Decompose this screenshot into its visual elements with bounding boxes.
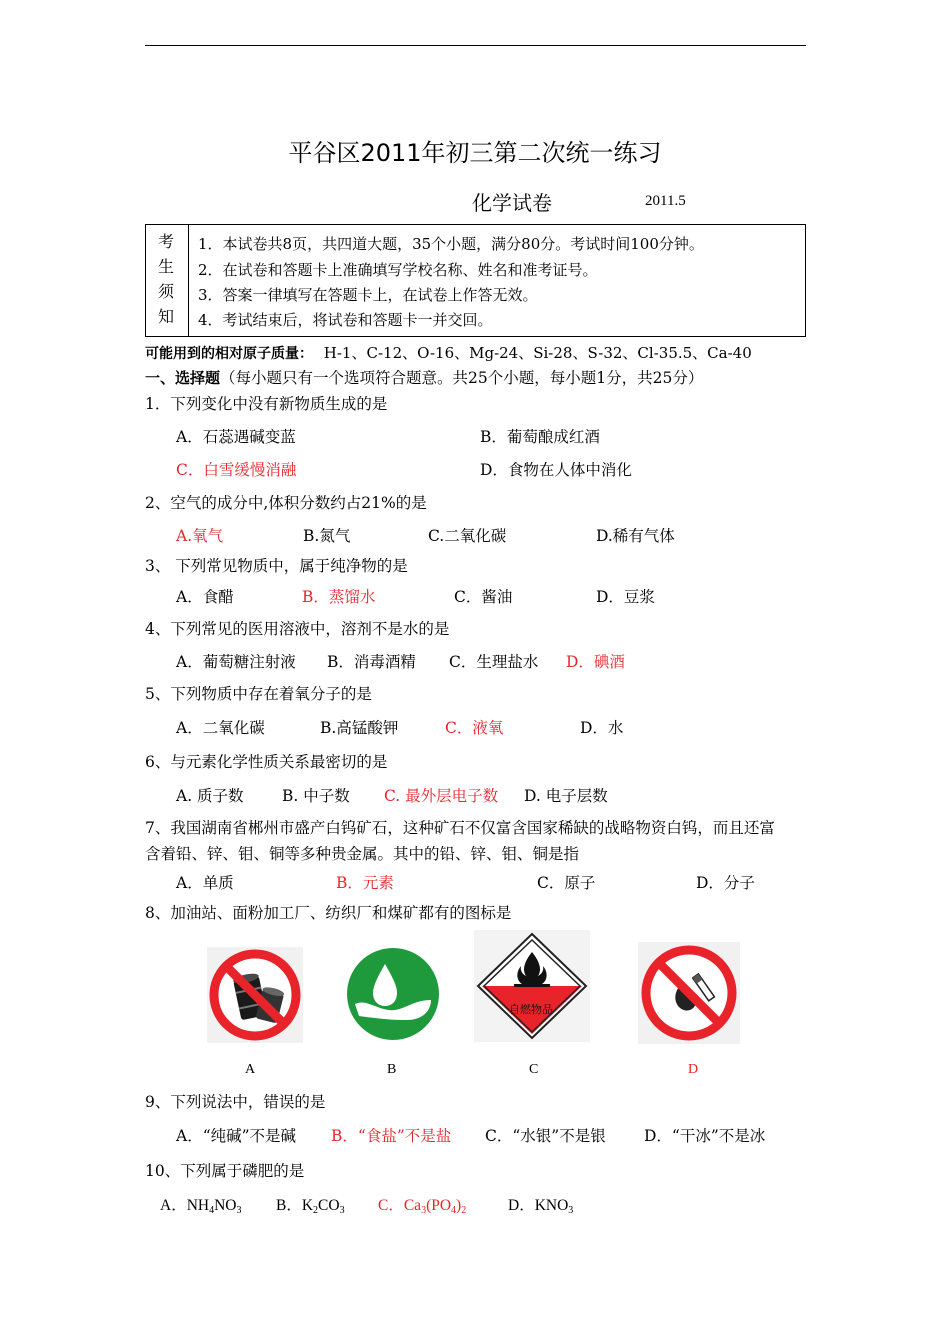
question-7-option-a: A．单质 (176, 874, 234, 892)
atomic-mass-line (145, 342, 752, 363)
notice-label-char: 须 (158, 282, 175, 301)
question-5-option-b: B.高锰酸钾 (320, 719, 399, 737)
no-oil-drum-sign-icon (207, 947, 303, 1043)
question-6-option-d: D. 电子层数 (524, 787, 608, 805)
question-3-stem: 3、 下列常见物质中，属于纯净物的是 (145, 557, 408, 575)
notice-label-char: 知 (158, 307, 175, 326)
question-7-stem-line-1: 7、我国湖南省郴州市盛产白钨矿石，这种矿石不仅富含国家稀缺的战略物资白钨，而且还富 (145, 819, 775, 837)
question-1-option-c: C．白雪缓慢消融 (176, 461, 297, 479)
question-1-option-a: A．石蕊遇碱变蓝 (176, 428, 296, 446)
question-3-option-a: A．食醋 (176, 588, 234, 606)
question-3-option-d: D．豆浆 (596, 588, 655, 606)
notice-label-char: 生 (158, 257, 175, 276)
question-10-option-d: D．$KNO_3$ (508, 1197, 574, 1216)
question-7-option-d: D．分子 (696, 874, 755, 892)
question-1-stem: 1．下列变化中没有新物质生成的是 (145, 395, 388, 413)
question-9-option-b: B．“食盐”不是盐 (331, 1127, 452, 1145)
question-10-option-c: C．$Ca_3(PO_4)_2$ (378, 1197, 467, 1216)
atomic-mass-label: 可能用到的相对原子质量： (145, 346, 313, 362)
question-9-option-a: A．“纯碱”不是碱 (176, 1127, 297, 1145)
question-10-option-a: A．$NH_4NO_3$ (160, 1197, 242, 1216)
question-9-stem: 9、下列说法中，错误的是 (145, 1093, 326, 1111)
question-2-option-b: B.氮气 (303, 527, 351, 545)
question-5-option-a: A．二氧化碳 (176, 719, 265, 737)
question-6-option-c: C. 最外层电子数 (384, 787, 499, 805)
question-7-option-b: B．元素 (336, 874, 394, 892)
notice-line: 2．在试卷和答题卡上准确填写学校名称、姓名和准考证号。 (198, 261, 598, 279)
sign-label-d: D (688, 1062, 699, 1077)
notice-line: 3．答案一律填写在答题卡上，在试卷上作答无效。 (198, 286, 538, 304)
question-5-option-c: C．液氧 (445, 719, 504, 737)
question-5-option-d: D．水 (580, 719, 624, 737)
notice-label-char: 考 (158, 232, 175, 251)
question-9-option-c: C．“水银”不是银 (485, 1127, 606, 1145)
exam-date: 2011.5 (645, 193, 686, 209)
sign-label-c: C (529, 1062, 539, 1077)
question-7-option-c: C．原子 (537, 874, 596, 892)
notice-line: 4．考试结束后，将试卷和答题卡一并交回。 (198, 311, 493, 329)
question-4-stem: 4、下列常见的医用溶液中，溶剂不是水的是 (145, 620, 450, 638)
question-7-stem-line-2: 含着铅、锌、钼、铜等多种贵金属。其中的铅、锌、钼、铜是指 (145, 845, 580, 863)
notice-line: 1．本试卷共8页，共四道大题，35个小题，满分80分。考试时间100分钟。 (198, 235, 704, 253)
page-title: 平谷区2011年初三第二次统一练习 (288, 139, 662, 167)
question-9-option-d: D．“干冰”不是冰 (644, 1127, 766, 1145)
question-4-option-d: D．碘酒 (566, 653, 625, 671)
notice-box (145, 224, 806, 337)
page-subtitle: 化学试卷 (472, 191, 552, 215)
question-6-option-a: A. 质子数 (176, 787, 244, 805)
question-2-option-d: D.稀有气体 (596, 527, 675, 545)
question-1-option-b: B．葡萄酿成红酒 (480, 428, 600, 446)
question-2-stem: 2、空气的成分中,体积分数约占21%的是 (145, 494, 427, 512)
sign-label-b: B (387, 1062, 397, 1077)
question-3-option-b: B．蒸馏水 (302, 588, 376, 606)
question-6-stem: 6、与元素化学性质关系最密切的是 (145, 753, 388, 771)
header-rule (145, 45, 806, 46)
sign-c-text: 自燃物品 (509, 1003, 553, 1016)
question-4-option-b: B．消毒酒精 (327, 653, 416, 671)
section-title: 一、选择题 (145, 369, 221, 387)
question-10-stem: 10、下列属于磷肥的是 (145, 1162, 305, 1180)
section-heading (145, 366, 703, 388)
question-8-stem: 8、加油站、面粉加工厂、纺织厂和煤矿都有的图标是 (145, 904, 512, 922)
spontaneous-combustion-sign-icon (474, 930, 590, 1042)
no-fire-sign-icon (638, 942, 740, 1044)
question-4-option-c: C．生理盐水 (449, 653, 539, 671)
notice-label (146, 225, 189, 336)
atomic-mass-values: H-1、C-12、O-16、Mg-24、Si-28、S-32、Cl-35.5、Ca-40 (323, 344, 752, 362)
question-6-option-b: B. 中子数 (282, 787, 350, 805)
question-2-option-a: A.氧气 (176, 527, 224, 545)
question-4-option-a: A．葡萄糖注射液 (176, 653, 296, 671)
section-note: （每小题只有一个选项符合题意。共25个小题，每小题1分，共25分） (220, 369, 704, 387)
question-5-stem: 5、下列物质中存在着氧分子的是 (145, 685, 372, 703)
question-10-option-b: B．$K_2CO_3$ (276, 1197, 345, 1216)
water-saving-sign-icon (345, 946, 441, 1042)
question-2-option-c: C.二氧化碳 (428, 527, 507, 545)
sign-label-a: A (245, 1062, 256, 1077)
question-1-option-d: D．食物在人体中消化 (480, 461, 632, 479)
question-3-option-c: C．酱油 (454, 588, 513, 606)
